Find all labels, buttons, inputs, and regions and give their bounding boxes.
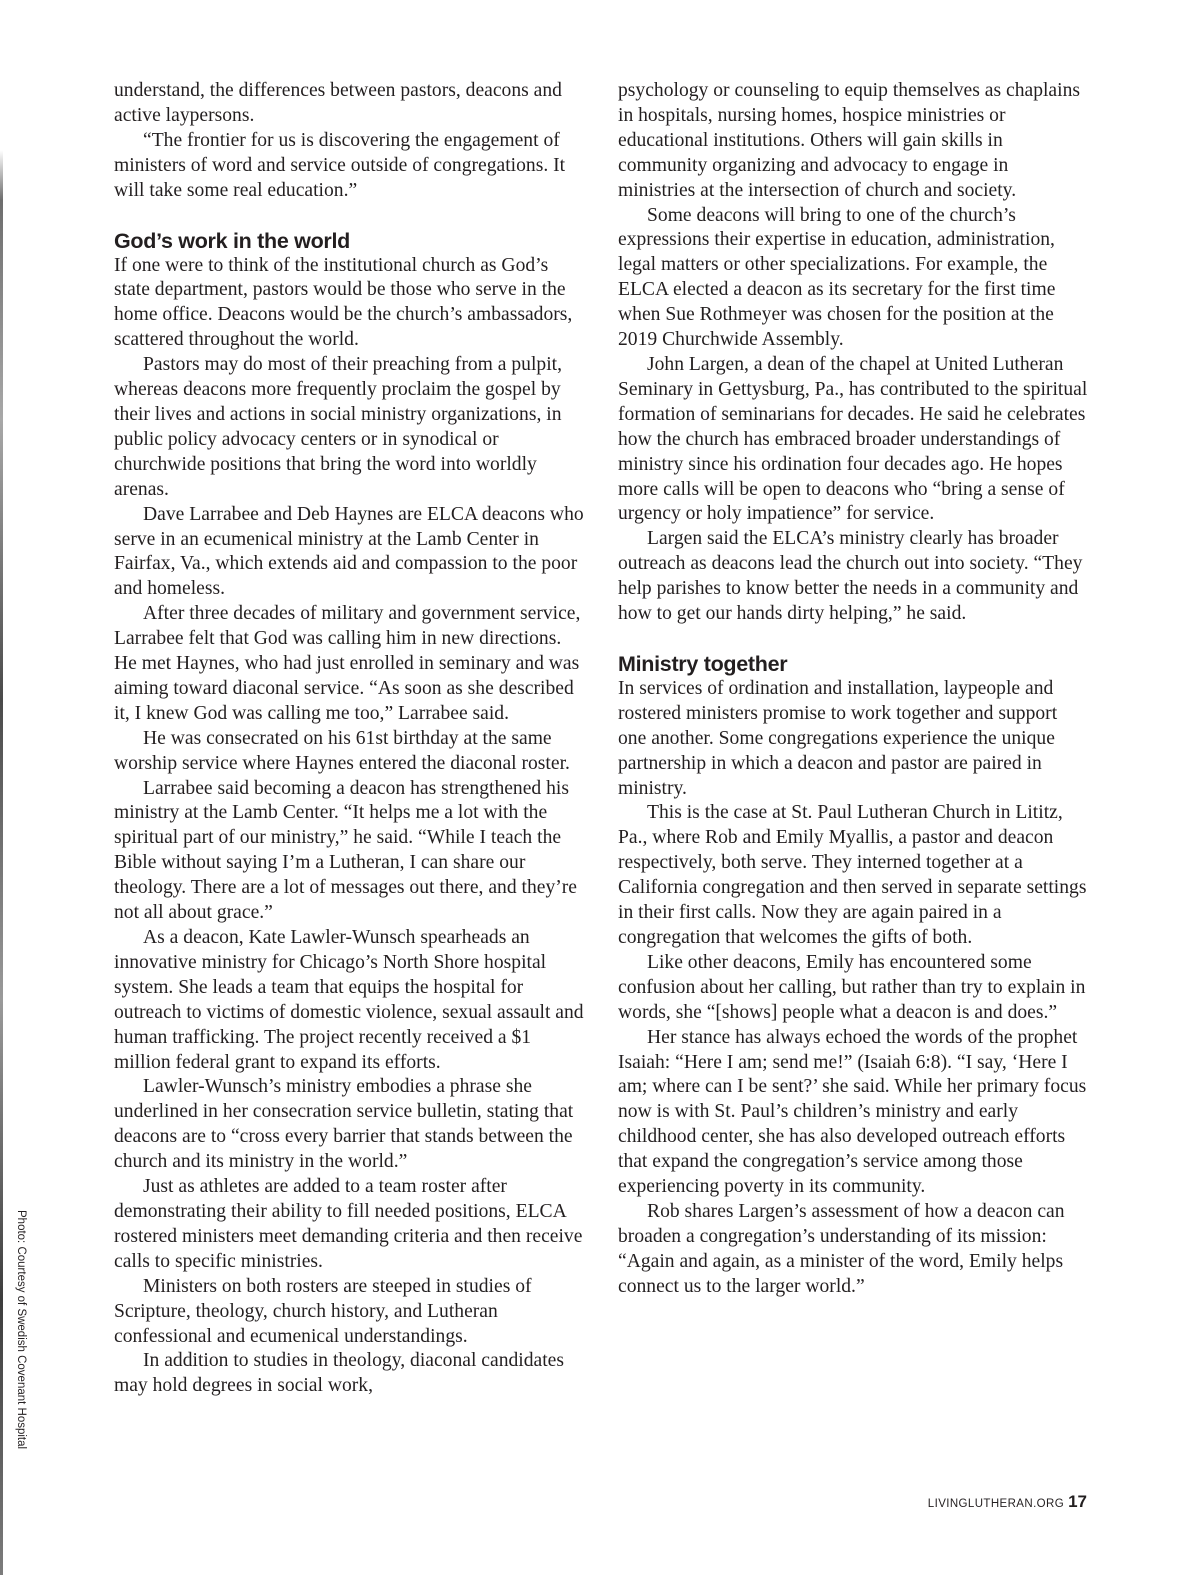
paragraph: Some deacons will bring to one of the church’s expressions their expertise in education, administration, legal matters or other specializations. For example, the ELCA elected a deacon as its secretary for the first time when Sue Rothmeyer was chosen for the position at the 2019 Churchwide Assembly. [618, 204, 1056, 351]
left-column [114, 79, 584, 1399]
paragraph: In services of ordination and installation, laypeople and rostered ministers promise to work together and support one another. Some congregations experience the unique partnership in which a deacon and pastor are paired in ministry. [618, 677, 1058, 799]
section-heading: God’s work in the world [114, 228, 350, 253]
paragraph: In addition to studies in theology, diaconal candidates may hold degrees in social work, [114, 1350, 564, 1397]
section-heading: Ministry together [618, 651, 788, 676]
footer-site-link[interactable]: LIVINGLUTHERAN.ORG [927, 1498, 1065, 1510]
paragraph: Just as athletes are added to a team roster after demonstrating their ability to fill needed positions, ELCA rostered ministers meet demanding criteria and then receive calls to specific ministries. [114, 1176, 583, 1272]
page-edge-shadow [0, 0, 3, 1575]
paragraph: Ministers on both rosters are steeped in studies of Scripture, theology, church history, and Lutheran confessional and ecumenical understandings. [114, 1275, 532, 1347]
page-number: 17 [1068, 1492, 1087, 1511]
paragraph: Rob shares Largen’s assessment of how a deacon can broaden a congregation’s understanding of its mission: “Again and again, as a minister of the word, Emily helps connect us to the larger world.” [618, 1200, 1065, 1297]
paragraph: John Largen, a dean of the chapel at United Lutheran Seminary in Gettysburg, Pa., has contributed to the spiritual formation of seminarians for decades. He said he celebrates how the church has embraced broader understandings of ministry since his ordination four decades ago. He hopes more calls will be open to deacons who “bring a sense of urgency or holy impatience” for service. [618, 353, 1088, 525]
paragraph: After three decades of military and government service, Larrabee felt that God was calling him in new directions. He met Haynes, who had just enrolled in seminary and was aiming toward diaconal service. “As soon as she described it, I knew God was calling me too,” Larrabee said. [114, 603, 581, 724]
photo-credit-text: Photo: Courtesy of Swedish Covenant Hospital [15, 1210, 27, 1450]
paragraph: understand, the differences between pastors, deacons and active laypersons. [114, 80, 562, 126]
paragraph: “The frontier for us is discovering the engagement of ministers of word and service outside of congregations. It will take some real education.” [114, 129, 566, 201]
paragraph: This is the case at St. Paul Lutheran Church in Lititz, Pa., where Rob and Emily Myallis, a pastor and deacon respectively, both serve. They interned together at a California congregation and then served in separate settings in their first calls. Now they are again paired in a congregation that welcomes the gifts of both. [618, 802, 1087, 948]
paragraph: Lawler-Wunsch’s ministry embodies a phrase she underlined in her consecration service bulletin, stating that deacons are to “cross every barrier that stands between the church and its ministry in the world.” [114, 1076, 574, 1173]
paragraph: If one were to think of the institutional church as God’s state department, pastors would be those who serve in the home office. Deacons would be the church’s ambassadors, scattered throughout the world. [114, 254, 573, 351]
paragraph: He was consecrated on his 61st birthday at the same worship service where Haynes entered the diaconal roster. [114, 727, 570, 774]
paragraph: Largen said the ELCA’s ministry clearly has broader outreach as deacons lead the church out into society. “They help parishes to know better the needs in a community and how to get our hands dirty helping,” he said. [618, 528, 1083, 625]
paragraph: psychology or counseling to equip themselves as chaplains in hospitals, nursing homes, hospice ministries or educational institutions. Others will gain skills in community organizing and advocacy to engage in ministries at the intersection of church and society. [618, 80, 1080, 201]
paragraph: As a deacon, Kate Lawler-Wunsch spearheads an innovative ministry for Chicago’s North Shore hospital system. She leads a team that equips the hospital for outreach to victims of domestic violence, sexual assault and human trafficking. The project recently received a $1 million federal grant to expand its efforts. [114, 927, 584, 1073]
paragraph: Dave Larrabee and Deb Haynes are ELCA deacons who serve in an ecumenical ministry at the Lamb Center in Fairfax, Va., which extends aid and compassion to the poor and homeless. [114, 503, 584, 600]
right-column [618, 79, 1088, 1300]
paragraph: Like other deacons, Emily has encountered some confusion about her calling, but rather than try to explain in words, she “[shows] people what a deacon is and does.” [618, 951, 1086, 1023]
paragraph: Her stance has always echoed the words of the prophet Isaiah: “Here I am; send me!” (Isaiah 6:8). “I say, ‘Here I am; where can I be sent?’ she said. While her primary focus now is with St. Paul’s children’s ministry and early childhood center, she has also developed outreach efforts that expand the congregation’s service among those experiencing poverty in its community. [618, 1026, 1087, 1198]
photo-credit [13, 1210, 29, 1460]
page-footer [928, 1492, 1087, 1512]
paragraph: Pastors may do most of their preaching from a pulpit, whereas deacons more frequently proclaim the gospel by their lives and actions in social ministry organizations, in public policy advocacy centers or in synodical or churchwide positions that bring the word into worldly arenas. [114, 354, 563, 500]
paragraph: Larrabee said becoming a deacon has strengthened his ministry at the Lamb Center. “It helps me a lot with the spiritual part of our ministry,” he said. “While I teach the Bible without saying I’m a Lutheran, I can share our theology. There are a lot of messages out there, and they’re not all about grace.” [114, 777, 577, 924]
